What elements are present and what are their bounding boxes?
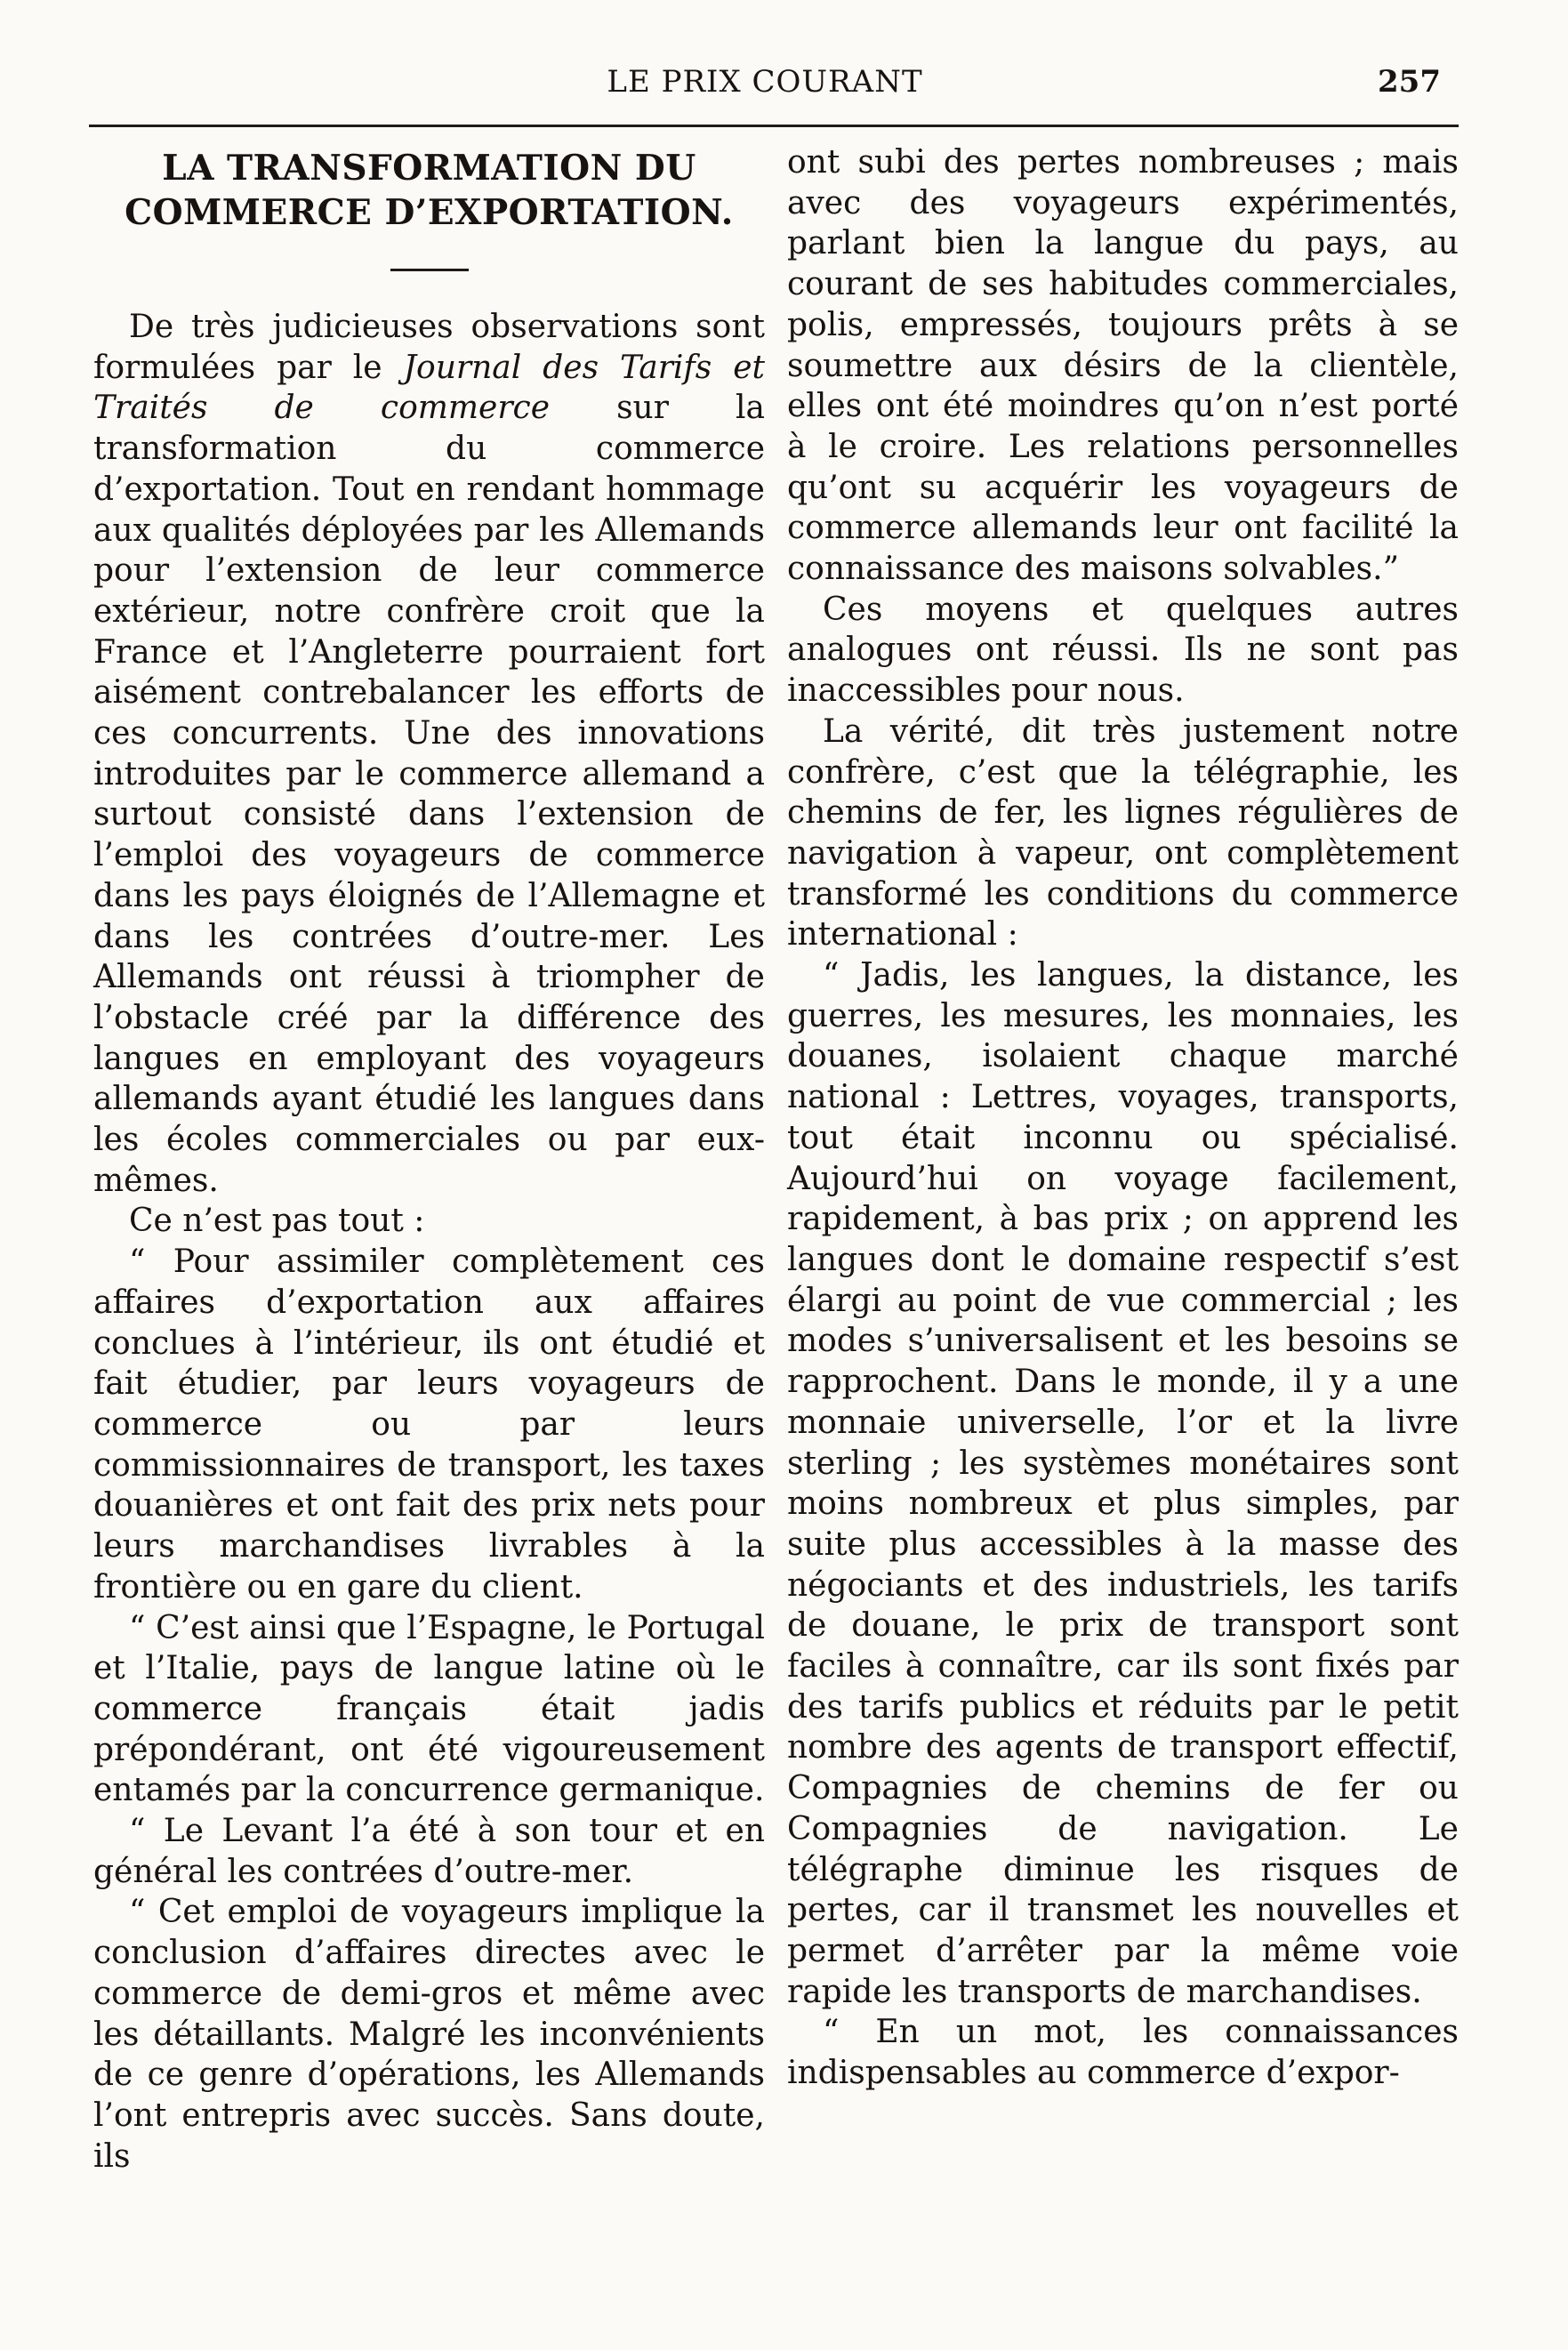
paragraph: La vérité, dit très justement notre confrère, c’est que la télégraphie, les chemins de fer, les lignes régulières de navigation à vapeur, ont complètement transformé les conditions du commerce international : (787, 712, 1459, 954)
paragraph: “ Cet emploi de voyageurs implique la conclusion d’affaires directes avec le commerce de demi-gros et même avec les détaillants. Malgré les inconvénients de ce genre d’opérations, les Allemands l’ont entrepris avec succès. Sans doute, ils (93, 1894, 765, 2175)
title-divider (390, 269, 469, 271)
paragraph: “ Jadis, les langues, la distance, les guerres, les mesures, les monnaies, les douanes, isolaient chaque marché national : Lettres, voyages, transports, tout était inconnu ou spécialisé. Aujourd’hui on voyage facilement, rapidement, à bas prix ; on apprend les langues dont le domaine respectif s’est élargi au point de vue commercial ; les modes s’universalisent et les besoins se rapprochent. Dans le monde, il y a une monnaie universelle, l’or et la livre sterling ; les systèmes monétaires sont moins nombreux et plus simples, par suite plus accessibles à la masse des négociants et des industriels, les tarifs de douane, le prix de transport sont faciles à connaître, car ils sont fixés par des tarifs publics et réduits par le petit nombre des agents de transport effectif, Compagnies de chemins de fer ou Compagnies de navigation. Le télégraphe diminue les risques de pertes, car il transmet les nouvelles et permet d’arrêter par la même voie rapide les transports de marchandises. (787, 957, 1459, 2010)
journal-title: Journal des Tarifs et Traités de commerce (93, 349, 765, 427)
paragraph: “ En un mot, les connaissances indispensables au commerce d’expor- (787, 2014, 1459, 2092)
running-title: LE PRIX COURANT (607, 64, 923, 100)
paragraph: “ Le Levant l’a été à son tour et en général les contrées d’outre-mer. (93, 1813, 765, 1890)
paragraph-intro-text: De très judicieuses observations sont formulées par le (93, 309, 765, 386)
paragraph: Ces moyens et quelques autres analogues ont réussi. Ils ne sont pas inaccessibles pour nous. (787, 591, 1459, 710)
page-header (89, 64, 1441, 109)
left-column (93, 142, 765, 2177)
right-column (787, 142, 1459, 2094)
paragraph-continued: ont subi des pertes nombreuses ; mais avec des voyageurs expérimentés, parlant bien la langue du pays, au courant de ses habitudes commerciales, polis, empressés, toujours prêts à se soumettre aux désirs de la clientèle, elles ont été moindres qu’on n’est porté à le croire. Les relations personnelles qu’ont su acquérir les voyageurs de commerce allemands leur ont facilité la connaissance des maisons solvables.” (787, 144, 1459, 588)
paragraph: “ C’est ainsi que l’Espagne, le Portugal et l’Italie, pays de langue latine où le commerce français était jadis prépondérant, ont été vigoureusement entamés par la concurrence germanique. (93, 1609, 765, 1809)
page-number: 257 (1378, 64, 1441, 100)
paragraph-intro-text-cont: sur la transformation du commerce d’exportation. Tout en rendant hommage aux qualités déployées par les Allemands pour l’extension de leur commerce extérieur, notre confrère croit que la France et l’Angleterre pourraient fort aisément contrebalancer les efforts de ces concurrents. Une des innovations introduites par le commerce allemand a surtout consisté dans l’extension de l’emploi des voyageurs de commerce dans les pays éloignés de l’Allemagne et dans les contrées d’outre-mer. Les Allemands ont réussi à triompher de l’obstacle créé par la différence des langues en employant des voyageurs allemands ayant étudié les langues dans les écoles commerciales ou par eux-mêmes. (93, 390, 765, 1199)
paragraph: “ Pour assimiler complètement ces affaires d’exportation aux affaires conclues à l’intérieur, ils ont étudié et fait étudier, par leurs voyageurs de commerce ou par leurs commissionnaires de transport, les taxes douanières et ont fait des prix nets pour leurs marchandises livrables à la frontière ou en gare du client. (93, 1243, 765, 1606)
article-title: LA TRANSFORMATION DU COMMERCE D’EXPORTATION. (125, 148, 734, 233)
paragraph-intro (93, 307, 765, 1201)
paragraph: Ce n’est pas tout : (129, 1203, 425, 1240)
header-rule (89, 125, 1459, 127)
